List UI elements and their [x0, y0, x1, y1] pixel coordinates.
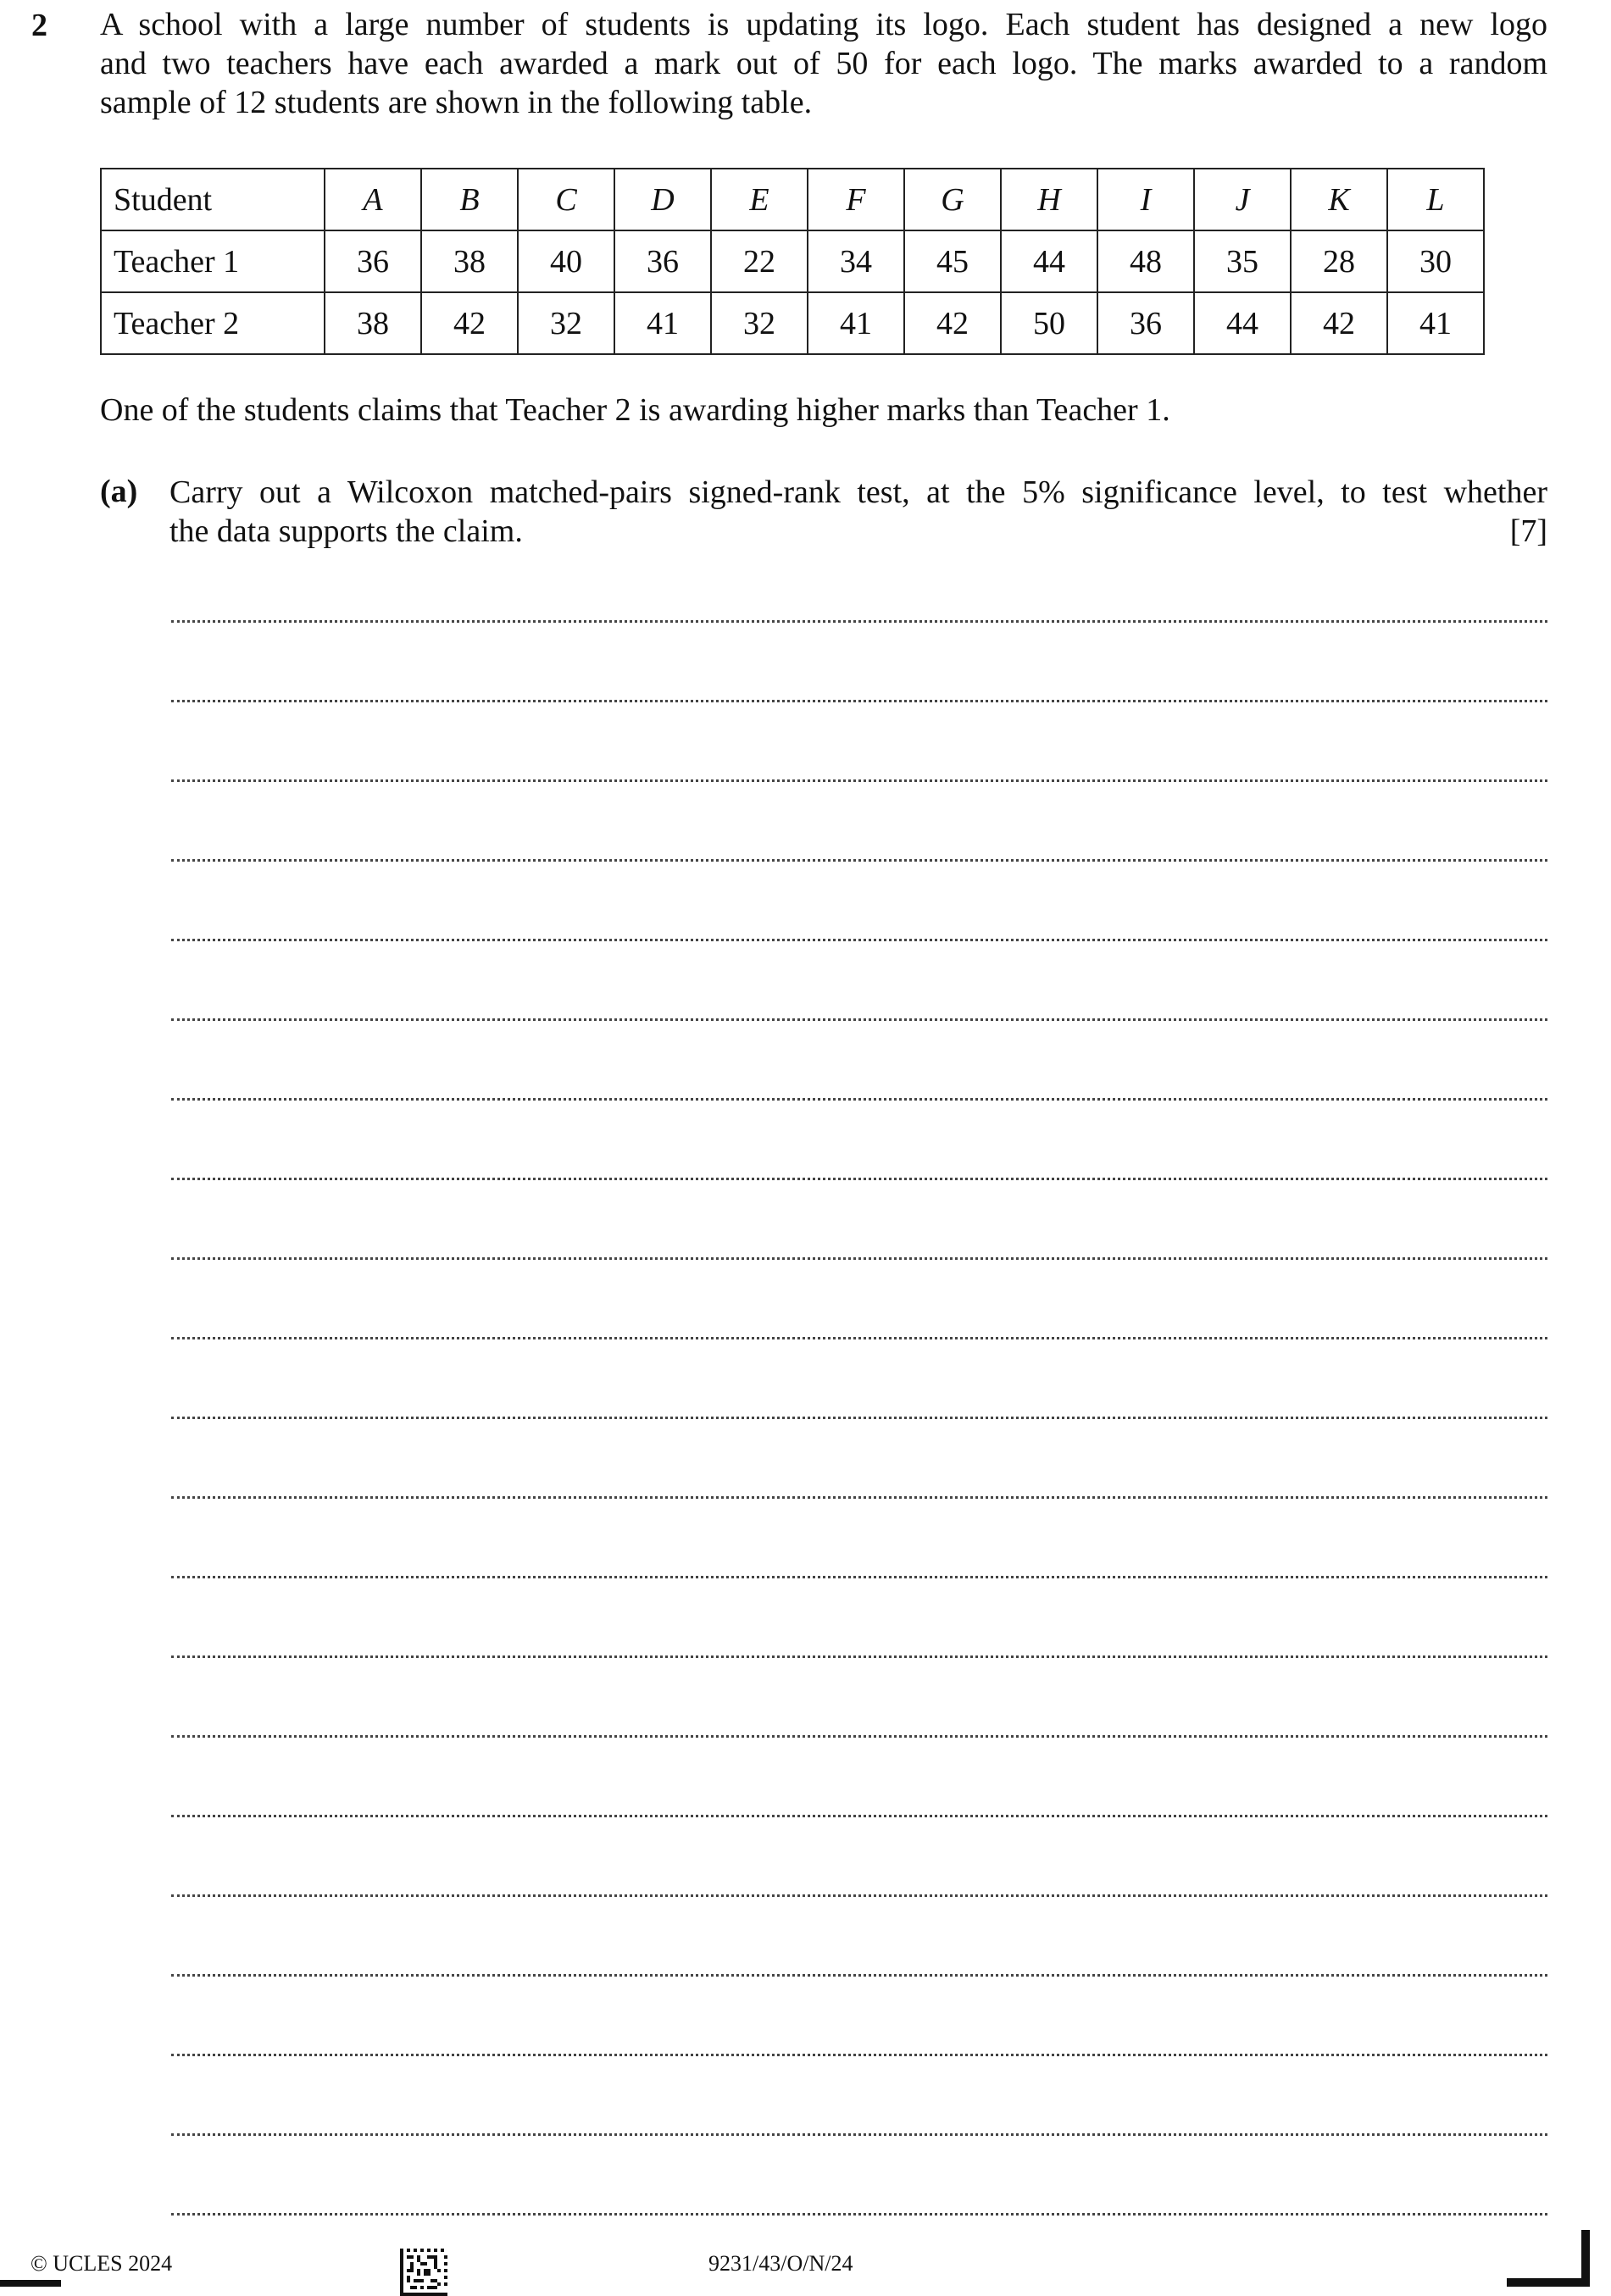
answer-line[interactable] — [171, 1977, 1547, 2056]
student-letter: F — [808, 169, 904, 230]
answer-line[interactable] — [171, 1021, 1547, 1101]
part-a-line-2 — [169, 512, 1547, 551]
student-letter: B — [421, 169, 518, 230]
table-header-row — [101, 169, 1484, 230]
student-letter: C — [518, 169, 614, 230]
paper-code-footer: 9231/43/O/N/24 — [708, 2251, 853, 2276]
question-number: 2 — [31, 8, 47, 43]
intro-line: and two teachers have each awarded a mark out of 50 for each logo. The marks awarded to a random — [100, 46, 1547, 81]
answer-line[interactable] — [171, 1180, 1547, 1260]
part-a-label: (a) — [100, 474, 138, 509]
row-label-teacher-2: Teacher 2 — [101, 292, 325, 354]
answer-line[interactable] — [171, 1817, 1547, 1897]
answer-line[interactable] — [171, 1897, 1547, 1977]
answer-line[interactable] — [171, 1260, 1547, 1339]
table-cell: 38 — [421, 230, 518, 292]
qr-code-icon — [400, 2249, 447, 2296]
part-a-text — [169, 473, 1547, 551]
table-cell: 35 — [1194, 230, 1291, 292]
intro-line: A school with a large number of students is updating its logo. Each student has designed a new logo — [100, 7, 1547, 42]
answer-line[interactable] — [171, 1101, 1547, 1180]
answer-line[interactable] — [171, 1339, 1547, 1419]
table-cell: 44 — [1001, 230, 1097, 292]
answer-line[interactable] — [171, 702, 1547, 782]
table-cell: 30 — [1387, 230, 1484, 292]
header-student: Student — [101, 169, 325, 230]
table-cell: 45 — [904, 230, 1001, 292]
row-label-teacher-1: Teacher 1 — [101, 230, 325, 292]
table-cell: 38 — [325, 292, 421, 354]
student-letter: I — [1097, 169, 1194, 230]
table-cell: 42 — [904, 292, 1001, 354]
table-cell: 40 — [518, 230, 614, 292]
table-cell: 42 — [1291, 292, 1387, 354]
copyright-footer: © UCLES 2024 — [31, 2251, 173, 2276]
claim-text: One of the students claims that Teacher 2 is awarding higher marks than Teacher 1. — [100, 392, 1170, 428]
table-cell: 44 — [1194, 292, 1291, 354]
student-letter: L — [1387, 169, 1484, 230]
intro-line: sample of 12 students are shown in the following table. — [100, 85, 813, 120]
student-letter: D — [614, 169, 711, 230]
registration-mark-left — [0, 2280, 61, 2287]
answer-line[interactable] — [171, 2056, 1547, 2136]
marks-table — [100, 168, 1485, 355]
marks-allocation: [7] — [1509, 513, 1547, 549]
table-row — [101, 292, 1484, 354]
answer-area[interactable] — [171, 620, 1547, 2216]
table-cell: 42 — [421, 292, 518, 354]
answer-line[interactable] — [171, 1499, 1547, 1578]
table-cell: 41 — [614, 292, 711, 354]
table-cell: 50 — [1001, 292, 1097, 354]
table-cell: 48 — [1097, 230, 1194, 292]
table-cell: 28 — [1291, 230, 1387, 292]
part-a-line: the data supports the claim. — [169, 513, 523, 549]
student-letter: K — [1291, 169, 1387, 230]
student-letter: E — [711, 169, 808, 230]
table-cell: 36 — [614, 230, 711, 292]
question-intro — [100, 5, 1547, 122]
answer-line[interactable] — [171, 1578, 1547, 1658]
part-a-line: Carry out a Wilcoxon matched-pairs signed-rank test, at the 5% significance level, to test whether — [169, 474, 1547, 510]
table-cell: 36 — [325, 230, 421, 292]
student-letter: G — [904, 169, 1001, 230]
table-cell: 41 — [1387, 292, 1484, 354]
student-letter: J — [1194, 169, 1291, 230]
answer-line[interactable] — [171, 2136, 1547, 2216]
table-cell: 32 — [711, 292, 808, 354]
answer-line[interactable] — [171, 1658, 1547, 1738]
student-letter: A — [325, 169, 421, 230]
answer-line[interactable] — [171, 1419, 1547, 1499]
table-cell: 22 — [711, 230, 808, 292]
table-row — [101, 230, 1484, 292]
table-cell: 41 — [808, 292, 904, 354]
answer-line[interactable] — [171, 623, 1547, 702]
student-letter: H — [1001, 169, 1097, 230]
table-cell: 34 — [808, 230, 904, 292]
answer-line[interactable] — [171, 862, 1547, 941]
table-cell: 36 — [1097, 292, 1194, 354]
registration-mark-right — [1507, 2230, 1590, 2287]
answer-line[interactable] — [171, 782, 1547, 862]
answer-line[interactable] — [171, 1738, 1547, 1817]
table-cell: 32 — [518, 292, 614, 354]
answer-line[interactable] — [171, 941, 1547, 1021]
